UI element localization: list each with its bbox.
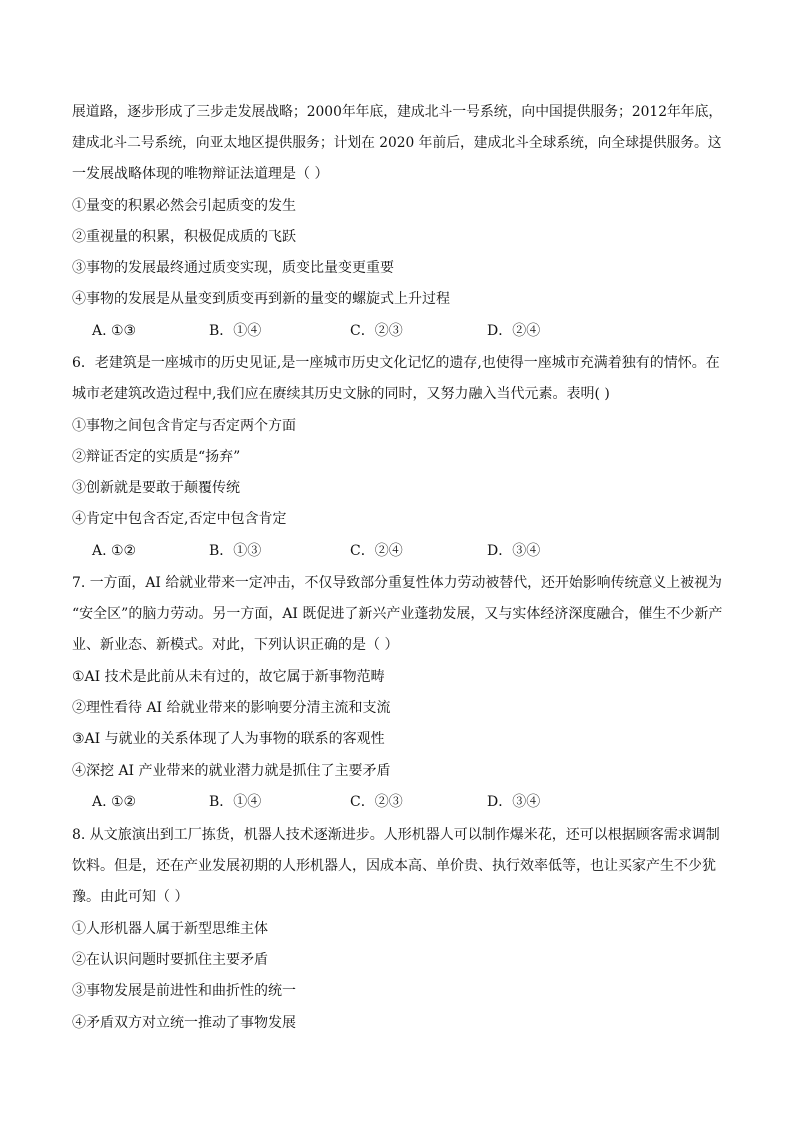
q8-statement-1: ①人形机器人属于新型思维主体	[72, 921, 268, 937]
q6-stem-line-1: 6．老建筑是一座城市的历史见证,是一座城市历史文化记忆的遗存,也使得一座城市充满着独有的情怀。在	[72, 355, 720, 371]
q7-statement-2: ②理性看待 AI 给就业带来的影响要分清主流和支流	[72, 700, 391, 716]
q6-option-d[interactable]: D．③④	[487, 543, 541, 559]
q6-statement-1: ①事物之间包含肯定与否定两个方面	[72, 418, 296, 434]
q7-stem-line-1: 7. 一方面，AI 给就业带来一定冲击，不仅导致部分重复性体力劳动被替代，还开始影响传统意义上被视为	[72, 575, 722, 591]
q5-option-d[interactable]: D．②④	[487, 323, 541, 339]
q8-statement-2: ②在认识问题时要抓住主要矛盾	[72, 952, 268, 968]
q5-stem-line-3: 一发展战略体现的唯物辩证法道理是（ ）	[72, 166, 329, 182]
q6-option-b[interactable]: B．①③	[209, 543, 262, 559]
q8-statement-4: ④矛盾双方对立统一推动了事物发展	[72, 1015, 296, 1031]
q5-statement-1: ①量变的积累必然会引起质变的发生	[72, 198, 296, 214]
q7-option-c[interactable]: C．②③	[350, 794, 403, 810]
q5-option-a[interactable]: A. ①③	[92, 323, 137, 339]
q7-option-b[interactable]: B．①④	[209, 794, 262, 810]
q6-stem-line-2: 城市老建筑改造过程中,我们应在赓续其历史文脉的同时，又努力融入当代元素。表明( )	[72, 386, 610, 402]
q8-stem-line-2: 饮料。但是，还在产业发展初期的人形机器人，因成本高、单价贵、执行效率低等，也让买家产生不少犹	[72, 858, 716, 874]
q8-stem-line-3: 豫。由此可知（ ）	[72, 889, 189, 905]
q6-statement-2: ②辩证否定的实质是“扬弃”	[72, 449, 241, 465]
q7-statement-1: ①AI 技术是此前从未有过的，故它属于新事物范畴	[72, 669, 385, 685]
q8-statement-3: ③事物发展是前进性和曲折性的统一	[72, 983, 296, 999]
q7-option-d[interactable]: D．③④	[487, 794, 541, 810]
q7-option-a[interactable]: A. ①②	[92, 794, 137, 810]
q6-option-a[interactable]: A. ①②	[92, 543, 137, 559]
q5-option-b[interactable]: B．①④	[209, 323, 262, 339]
q5-statement-4: ④事物的发展是从量变到质变再到新的量变的螺旋式上升过程	[72, 291, 450, 307]
q6-statement-4: ④肯定中包含否定,否定中包含肯定	[72, 511, 287, 527]
q5-stem-line-1: 展道路，逐步形成了三步走发展战略；2000年年底，建成北斗一号系统，向中国提供服务；2012年年底，	[72, 104, 723, 120]
q5-stem-line-2: 建成北斗二号系统，向亚太地区提供服务；计划在 2020 年前后，建成北斗全球系统，向全球提供服务。这	[72, 135, 722, 151]
q6-option-c[interactable]: C．②④	[350, 543, 403, 559]
q8-stem-line-1: 8. 从文旅演出到工厂拣货，机器人技术逐渐进步。人形机器人可以制作爆米花，还可以根据顾客需求调制	[72, 827, 720, 843]
q7-statement-3: ③AI 与就业的关系体现了人为事物的联系的客观性	[72, 731, 385, 747]
q7-statement-4: ④深挖 AI 产业带来的就业潜力就是抓住了主要矛盾	[72, 763, 391, 779]
q7-stem-line-3: 业、新业态、新模式。对此，下列认识正确的是（ ）	[72, 637, 399, 653]
q5-statement-2: ②重视量的积累，积极促成质的飞跃	[72, 229, 296, 245]
q5-option-c[interactable]: C．②③	[350, 323, 403, 339]
q7-stem-line-2: “安全区”的脑力劳动。另一方面，AI 既促进了新兴产业蓬勃发展，又与实体经济深度融合，催生不少新产	[72, 606, 723, 622]
q5-statement-3: ③事物的发展最终通过质变实现，质变比量变更重要	[72, 260, 394, 276]
q6-statement-3: ③创新就是要敢于颠覆传统	[72, 480, 240, 496]
